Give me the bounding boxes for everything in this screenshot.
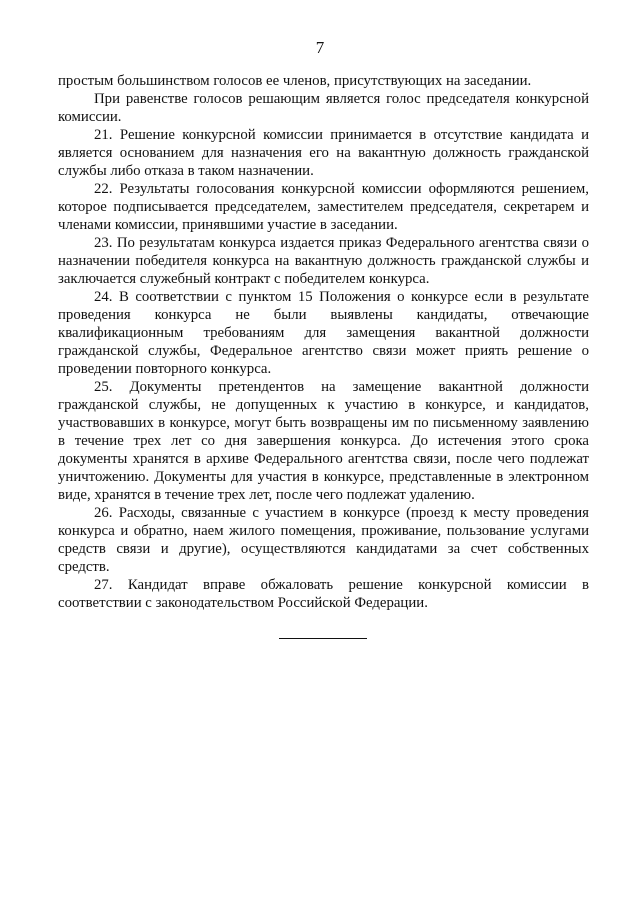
- paragraph-26: 26. Расходы, связанные с участием в конкурсе (проезд к месту проведения конкурса и обратно, наем жилого помещения, проживание, пользование услугами средств связи и другие), осуществляются кандидатами за счет собственных средств.: [58, 505, 589, 575]
- paragraph-22: 22. Результаты голосования конкурсной комиссии оформляются решением, которое подписывается председателем, заместителем председателя, секретарем и членами комиссии, принявшими участие в заседании.: [58, 181, 589, 233]
- paragraph-25: 25. Документы претендентов на замещение вакантной должности гражданской службы, не допущенных к участию в конкурсе, и кандидатов, участвовавших в конкурсе, могут быть возвращены им по письменному заявлению в течение трех лет со дня завершения конкурса. До истечения этого срока документы хранятся в архиве Федерального агентства связи, после чего подлежат уничтожению. Документы для участия в конкурсе, представленные в электронном виде, хранятся в течение трех лет, после чего подлежат удалению.: [58, 379, 589, 503]
- paragraph-tie-vote: При равенстве голосов решающим является голос председателя конкурсной комиссии.: [58, 91, 589, 125]
- document-body: [58, 72, 589, 612]
- page-number: 7: [315, 38, 325, 57]
- paragraph-21: 21. Решение конкурсной комиссии принимается в отсутствие кандидата и является основанием для назначения его на вакантную должность гражданской службы либо отказа в таком назначении.: [58, 127, 589, 179]
- end-separator-line: [279, 638, 367, 639]
- paragraph-27: 27. Кандидат вправе обжаловать решение конкурсной комиссии в соответствии с законодательством Российской Федерации.: [58, 577, 589, 611]
- paragraph-continuation: простым большинством голосов ее членов, присутствующих на заседании.: [58, 73, 532, 89]
- paragraph-24: 24. В соответствии с пунктом 15 Положения о конкурсе если в результате проведения конкурса не были выявлены кандидаты, отвечающие квалификационным требованиям для замещения вакантной должности гражданской службы, Федеральное агентство связи может приять решение о проведении повторного конкурса.: [58, 289, 589, 377]
- paragraph-23: 23. По результатам конкурса издается приказ Федерального агентства связи о назначении победителя конкурса на вакантную должность гражданской службы и заключается служебный контракт с победителем конкурса.: [58, 235, 589, 287]
